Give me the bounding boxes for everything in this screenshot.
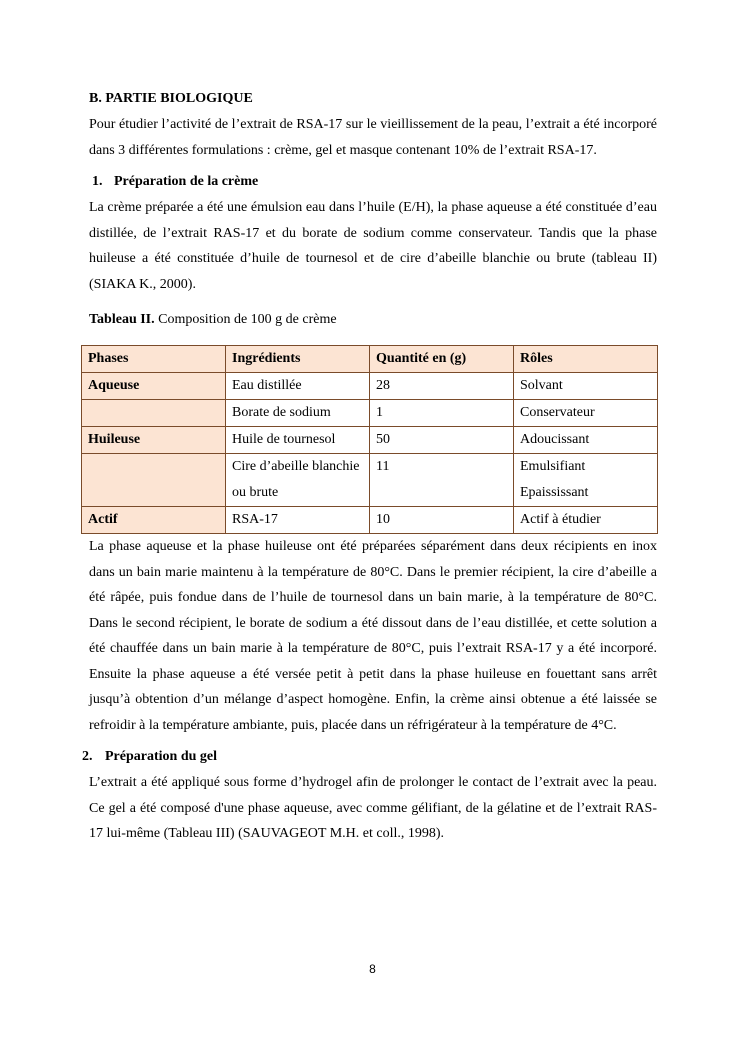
section-title: B. PARTIE BIOLOGIQUE (89, 91, 253, 106)
heading-gel-number: 2. (82, 749, 93, 764)
cell-ingredient: Eau distillée (226, 373, 370, 400)
cell-phase (82, 400, 226, 427)
cell-quantity: 10 (370, 507, 514, 534)
heading-gel (82, 744, 657, 770)
cell-phase: Aqueuse (82, 373, 226, 400)
cell-role: Emulsifiant Epaississant (514, 454, 658, 507)
cell-phase (82, 454, 226, 507)
intro-paragraph: Pour étudier l’activité de l’extrait de RSA-17 sur le vieillissement de la peau, l’extrait a été incorporé dans 3 différentes formulations : crème, gel et masque contenant 10% de l’extrait RSA-17. (89, 117, 657, 158)
table-caption-label: Tableau II. (89, 312, 155, 327)
header-quantity: Quantité en (g) (370, 346, 514, 373)
composition-table (81, 345, 658, 534)
cell-ingredient: RSA-17 (226, 507, 370, 534)
heading-creme-number: 1. (92, 174, 103, 189)
document-page (82, 86, 657, 847)
cell-quantity: 11 (370, 454, 514, 507)
cell-quantity: 50 (370, 427, 514, 454)
table-row (82, 427, 658, 454)
cell-ingredient: Huile de tournesol (226, 427, 370, 454)
cell-role: Solvant (514, 373, 658, 400)
table-row (82, 373, 658, 400)
table-row (82, 400, 658, 427)
header-phases: Phases (82, 346, 226, 373)
procedure-paragraph: La phase aqueuse et la phase huileuse ont été préparées séparément dans deux récipients en inox dans un bain marie maintenu à la température de 80°C. Dans le premier récipient, la cire d’abeille a été râpée, puis fondue dans de l’huile de tournesol dans un bain marie, à la température de 80°C. Dans le second récipient, le borate de sodium a été dissout dans de l’eau distillée, et cette solution a été chauffée dans un bain marie à la température de 80°C, puis l’extrait RSA-17 y a été incorporé. Ensuite la phase aqueuse a été versée petit à petit dans la phase huileuse en fouettant sans arrêt jusqu’à obtention d’un mélange d’aspect homogène. Enfin, la crème ainsi obtenue a été laissée se refroidir à la température ambiante, puis, placée dans un réfrigérateur à la température de 4°C. (89, 539, 657, 733)
cell-ingredient: Cire d’abeille blanchie ou brute (226, 454, 370, 507)
table-row (82, 454, 658, 507)
table-header-row (82, 346, 658, 373)
page-number: 8 (369, 962, 376, 976)
header-ingredients: Ingrédients (226, 346, 370, 373)
table-caption-text: Composition de 100 g de crème (154, 312, 337, 327)
cell-role: Adoucissant (514, 427, 658, 454)
heading-creme-title: Préparation de la crème (114, 174, 259, 189)
cell-phase: Huileuse (82, 427, 226, 454)
gel-paragraph: L’extrait a été appliqué sous forme d’hydrogel afin de prolonger le contact de l’extrait avec la peau. Ce gel a été composé d'une phase aqueuse, avec comme gélifiant, de la gélatine et de l’extrait RAS-17 lui-même (Tableau III) (SAUVAGEOT M.H. et coll., 1998). (89, 775, 657, 841)
table-row (82, 507, 658, 534)
cell-phase: Actif (82, 507, 226, 534)
cell-role: Conservateur (514, 400, 658, 427)
cell-role: Actif à étudier (514, 507, 658, 534)
header-roles: Rôles (514, 346, 658, 373)
heading-gel-title: Préparation du gel (105, 749, 217, 764)
cell-quantity: 1 (370, 400, 514, 427)
table-caption (89, 307, 657, 333)
creme-paragraph: La crème préparée a été une émulsion eau dans l’huile (E/H), la phase aqueuse a été constituée d’eau distillée, de l’extrait RAS-17 et du borate de sodium comme conservateur. Tandis que la phase huileuse a été constituée d’huile de tournesol et de cire d’abeille blanchie ou brute (tableau II) (SIAKA K., 2000). (89, 200, 657, 292)
cell-quantity: 28 (370, 373, 514, 400)
heading-creme (89, 169, 657, 195)
cell-ingredient: Borate de sodium (226, 400, 370, 427)
